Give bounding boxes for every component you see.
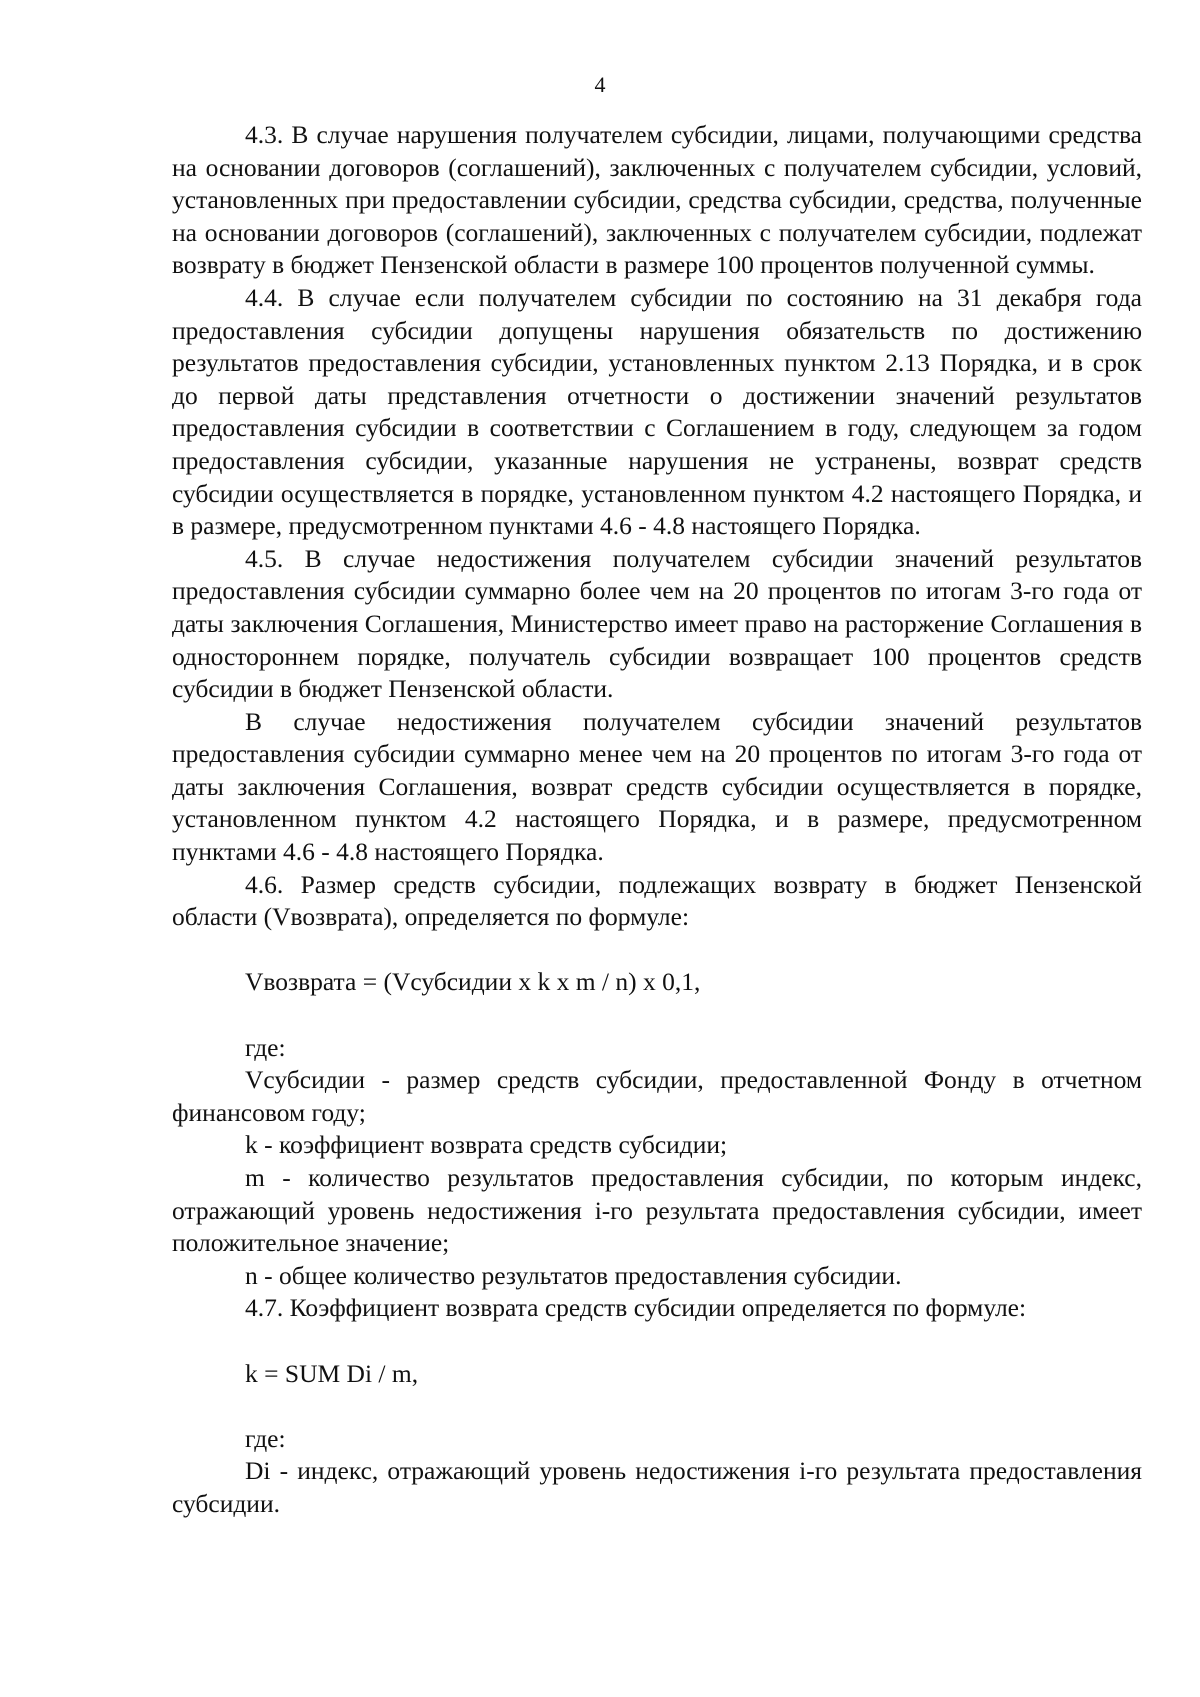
definition-n: n - общее количество результатов предоставления субсидии. — [245, 1260, 902, 1290]
where-label: где: — [245, 1032, 286, 1062]
paragraph-4-6: 4.6. Размер средств субсидии, подлежащих возврату в бюджет Пензенской области (Vвозврата), определяется по формуле: — [172, 869, 1142, 932]
formula-return-coefficient: k = SUM Di / m, — [245, 1358, 419, 1388]
paragraph-4-5-continued: В случае недостижения получателем субсидии значений результатов предоставления субсидии суммарно менее чем на 20 процентов по итогам 3-го года от даты заключения Соглашения, возврат средств субсидии осуществляется в порядке, установленном пунктом 4.2 настоящего Порядка, и в размере, предусмотренном пунктами 4.6 - 4.8 настоящего Порядка. — [172, 706, 1142, 867]
paragraph-4-3: 4.3. В случае нарушения получателем субсидии, лицами, получающими средства на основании договоров (соглашений), заключенных с получателем субсидии, условий, установленных при предоставлении субсидии, средства субсидии, средства, полученные на основании договоров (соглашений), заключенных с получателем субсидии, подлежат возврату в бюджет Пензенской области в размере 100 процентов полученной суммы. — [172, 120, 1142, 280]
definition-di: Di - индекс, отражающий уровень недостижения i-го результата предоставления субсидии. — [172, 1456, 1142, 1518]
paragraph-4-7: 4.7. Коэффициент возврата средств субсидии определяется по формуле: — [245, 1293, 1027, 1323]
definition-vsubsidy: Vсубсидии - размер средств субсидии, предоставленной Фонду в отчетном финансовом году; — [172, 1065, 1142, 1127]
where-label-2: где: — [245, 1423, 286, 1453]
page-number: 4 — [594, 72, 606, 97]
formula-return-amount: Vвозврата = (Vсубсидии x k x m / n) x 0,1, — [245, 967, 701, 997]
paragraph-4-5: 4.5. В случае недостижения получателем субсидии значений результатов предоставления субсидии суммарно более чем на 20 процентов по итогам 3-го года от даты заключения Соглашения, Министерство имеет право на расторжение Соглашения в одностороннем порядке, получатель субсидии возвращает 100 процентов средств субсидии в бюджет Пензенской области. — [172, 543, 1142, 704]
document-body — [172, 119, 1142, 1521]
paragraph-4-4: 4.4. В случае если получателем субсидии по состоянию на 31 декабря года предоставления субсидии допущены нарушения обязательств по достижению результатов предоставления субсидии, установленных пунктом 2.13 Порядка, и в срок до первой даты представления отчетности о достижении значений результатов предоставления субсидии в соответствии с Соглашением в году, следующем за годом предоставления субсидии, указанные нарушения не устранены, возврат средств субсидии осуществляется в порядке, установленном пунктом 4.2 настоящего Порядка, и в размере, предусмотренном пунктами 4.6 - 4.8 настоящего Порядка. — [172, 282, 1142, 541]
definition-m: m - количество результатов предоставления субсидии, по которым индекс, отражающий уровень недостижения i-го результата предоставления субсидии, имеет положительное значение; — [172, 1163, 1142, 1258]
definition-k: k - коэффициент возврата средств субсидии; — [245, 1130, 728, 1160]
